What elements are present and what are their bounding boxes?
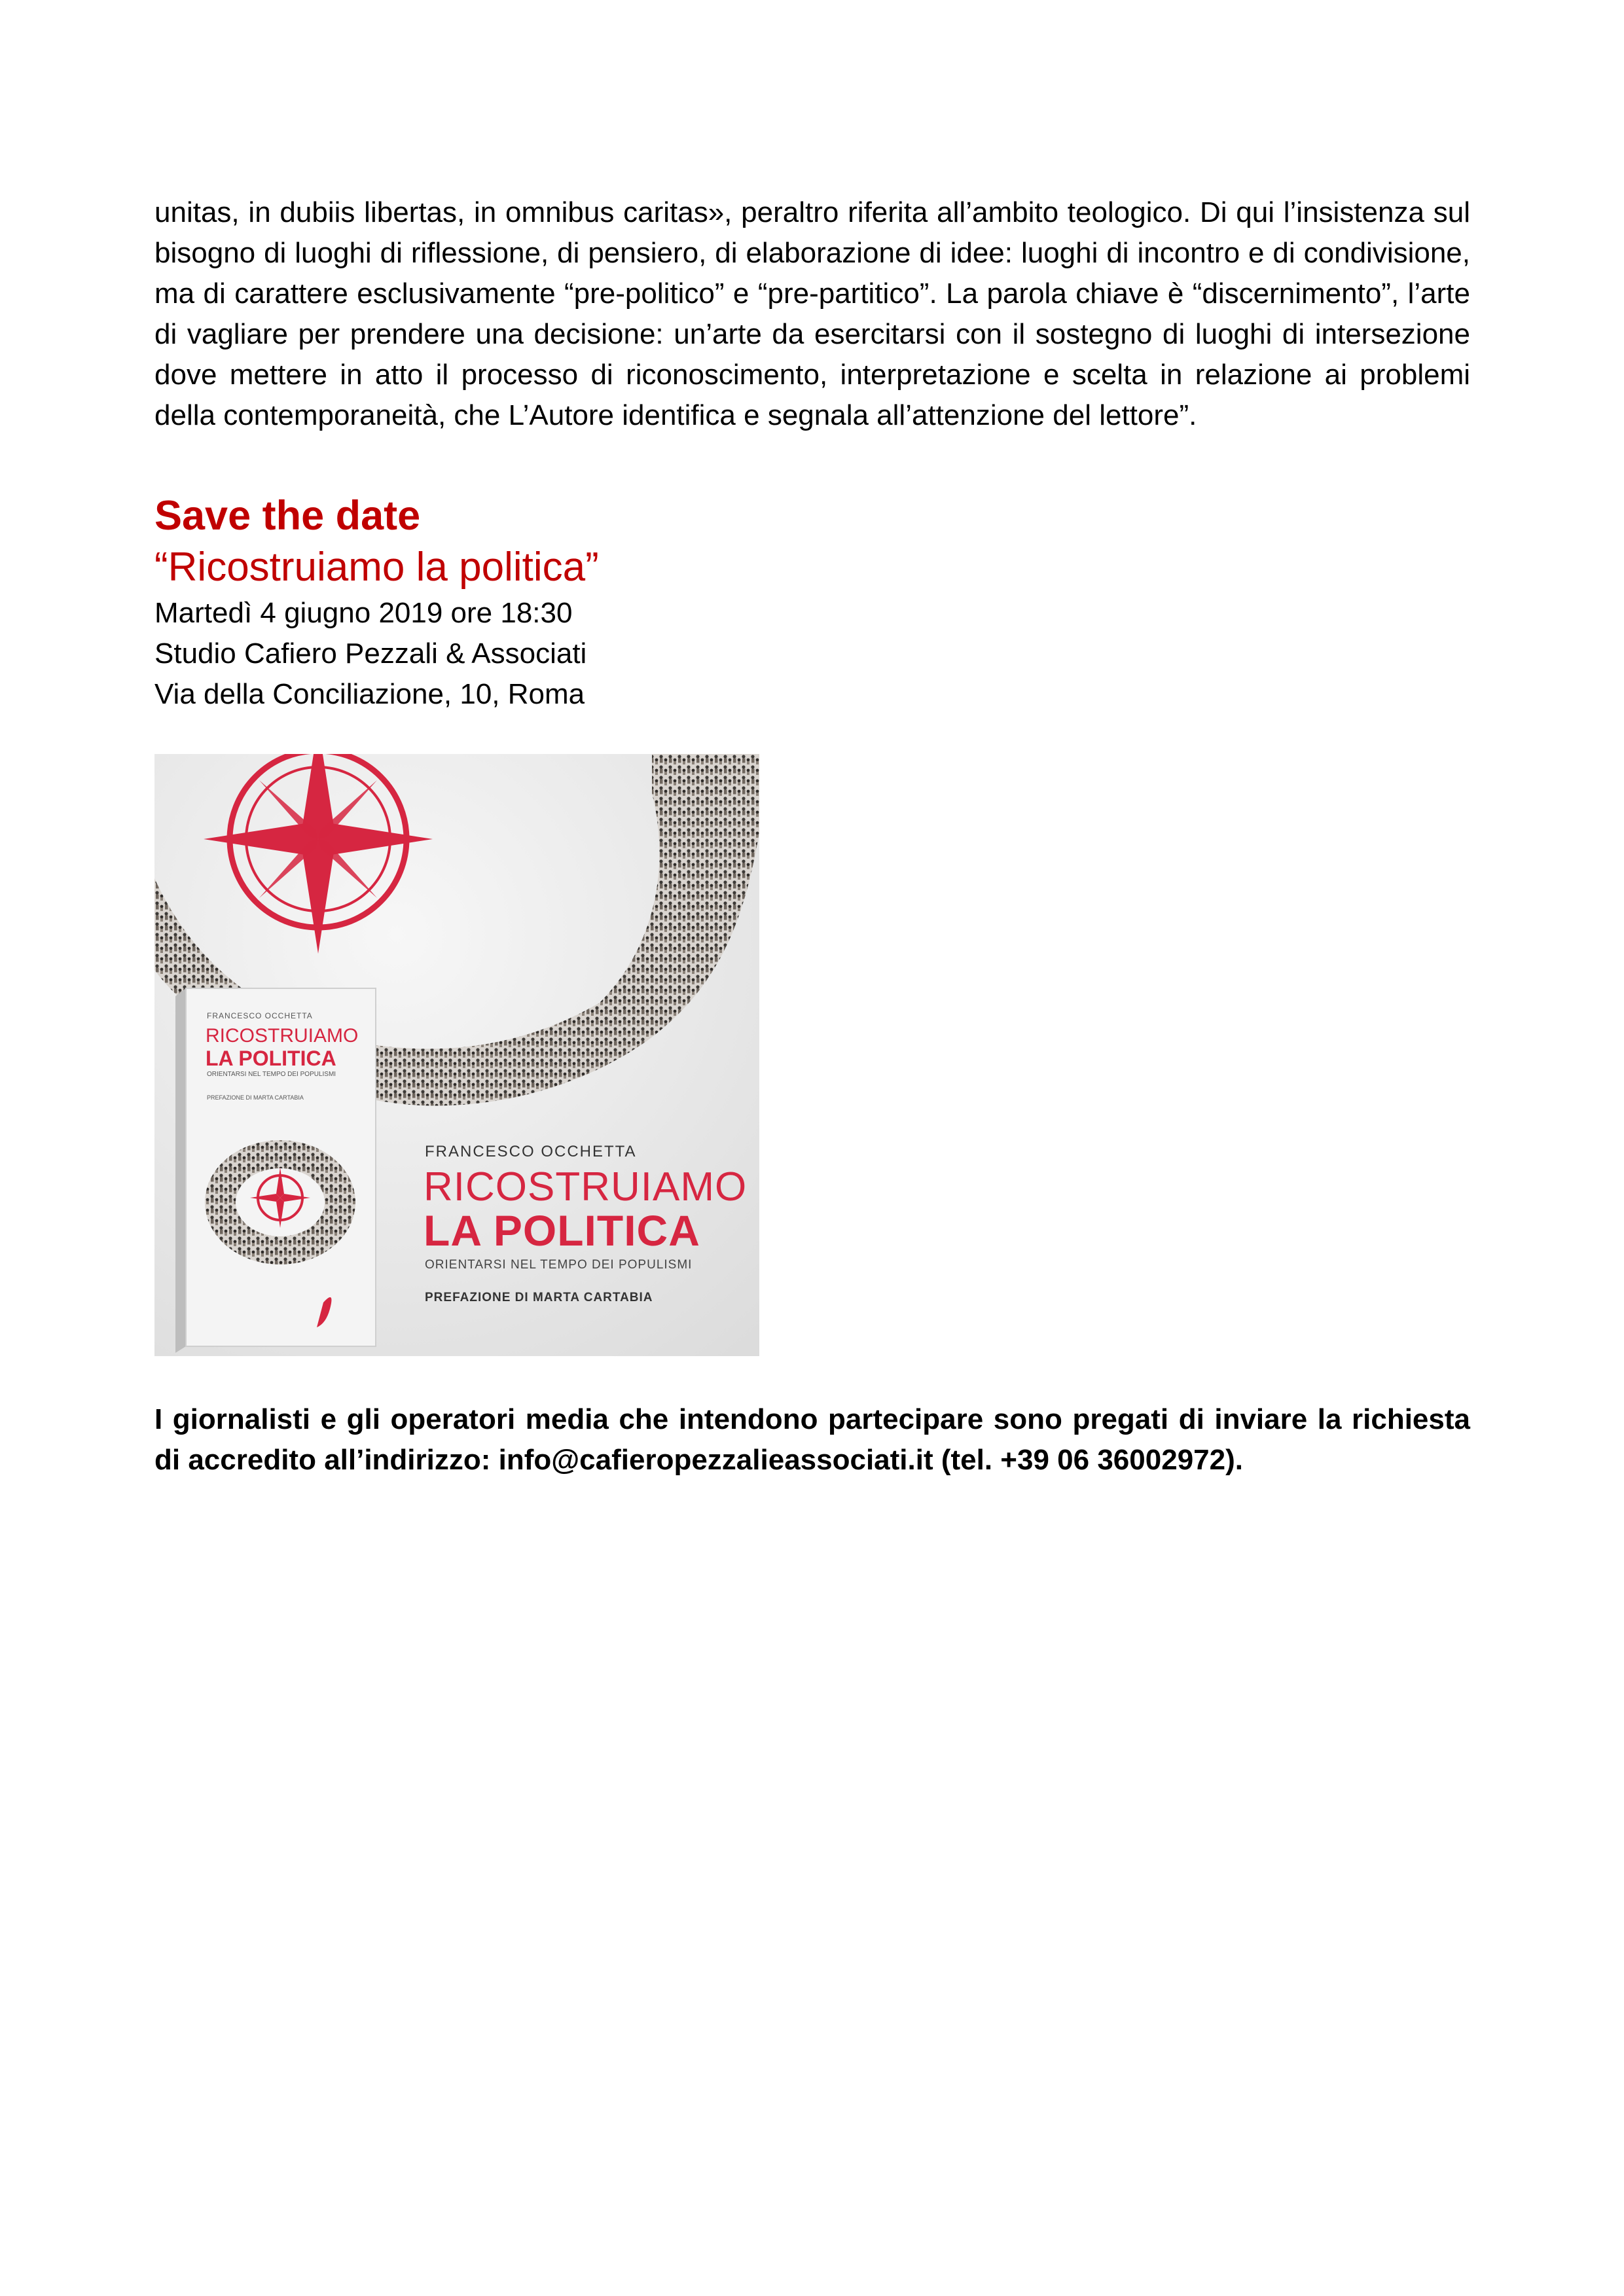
book-spine-title-1: RICOSTRUIAMO [206,1025,359,1047]
cover-preface: PREFAZIONE DI MARTA CARTABIA [425,1291,653,1304]
event-address: Via della Conciliazione, 10, Roma [154,678,585,710]
book-spine-preface: PREFAZIONE DI MARTA CARTABIA [207,1094,304,1101]
event-title: “Ricostruiamo la politica” [154,545,599,590]
cover-title-line-1: RICOSTRUIAMO [424,1164,748,1210]
event-venue: Studio Cafiero Pezzali & Associati [154,637,587,670]
event-datetime: Martedì 4 giugno 2019 ore 18:30 [154,597,573,629]
save-the-date-heading: Save the date [154,493,421,539]
book-spine-subtitle: ORIENTARSI NEL TEMPO DEI POPULISMI [207,1071,336,1078]
cover-author: FRANCESCO OCCHETTA [425,1143,637,1160]
cover-subtitle: ORIENTARSI NEL TEMPO DEI POPULISMI [425,1258,693,1272]
book-cover-image [154,754,759,1356]
press-accreditation-notice: I giornalisti e gli operatori media che intendono partecipare sono pregati di inviare la richiesta di accredito all’indirizzo: info@cafieropezzalieassociati.it (tel. +39 06 36002972). [154,1403,1470,1476]
cover-title-line-2: LA POLITICA [424,1206,700,1255]
book-spine-title-2: LA POLITICA [206,1047,336,1070]
document-page [154,192,1470,1509]
body-paragraph: unitas, in dubiis libertas, in omnibus caritas», peraltro riferita all’ambito teologico. Di qui l’insistenza sul bisogno di luoghi di riflessione, di pensiero, di elaborazione di idee: luoghi di incontro e di condivisione, ma di carattere esclusivamente “pre-politico” e “pre-partitico”. La parola chiave è “discernimento”, l’arte di vagliare per prendere una decisione: un’arte da esercitarsi con il sostegno di luoghi di intersezione dove mettere in atto il processo di riconoscimento, interpretazione e scelta in relazione ai problemi della contemporaneità, che L’Autore identifica e segnala all’attenzione del lettore”. [154,196,1470,431]
book-spine-author: FRANCESCO OCCHETTA [207,1011,313,1020]
